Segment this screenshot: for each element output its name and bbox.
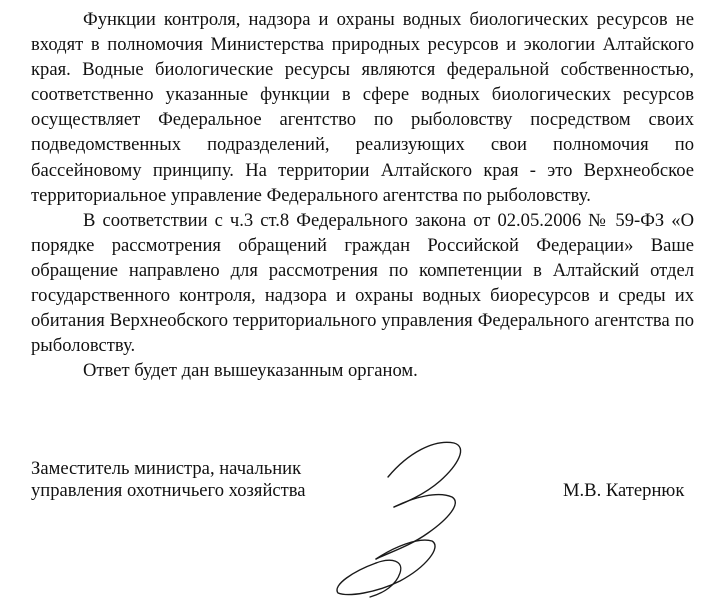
signer-position [31, 458, 351, 502]
signer-name: М.В. Катернюк [563, 480, 685, 501]
handwritten-signature [330, 425, 480, 600]
paragraph-reply-notice: Ответ будет дан вышеуказанным органом. [83, 360, 418, 382]
signer-position-line-2: управления охотничьего хозяйства [31, 480, 306, 501]
letter-body [31, 7, 694, 383]
paragraph-jurisdiction: Функции контроля, надзора и охраны водных биологических ресурсов не входят в полномочия Министерства природных ресурсов и экологии Алтайского края. Водные биологические ресурсы являются федеральной собственностью, соответственно указанные функции в сфере водных биологических ресурсов осуществляет Федеральное агентство по рыболовству посредством своих подведомственных подразделений, реализующих свои полномочия по бассейновому принципу. На территории Алтайского края - это Верхнеобское территориальное управление Федерального агентства по рыболовству. [31, 9, 694, 206]
signer-position-line-1: Заместитель министра, начальник [31, 458, 302, 479]
paragraph-forwarding: В соответствии с ч.3 ст.8 Федерального закона от 02.05.2006 № 59-ФЗ «О порядке рассмотрения обращений граждан Российской Федерации» Ваше обращение направлено для рассмотрения по компетенции в Алтайский отдел государственного контроля, надзора и охраны водных биоресурсов и среды их обитания Верхнеобского территориального управления Федерального агентства по рыболовству. [31, 209, 694, 357]
